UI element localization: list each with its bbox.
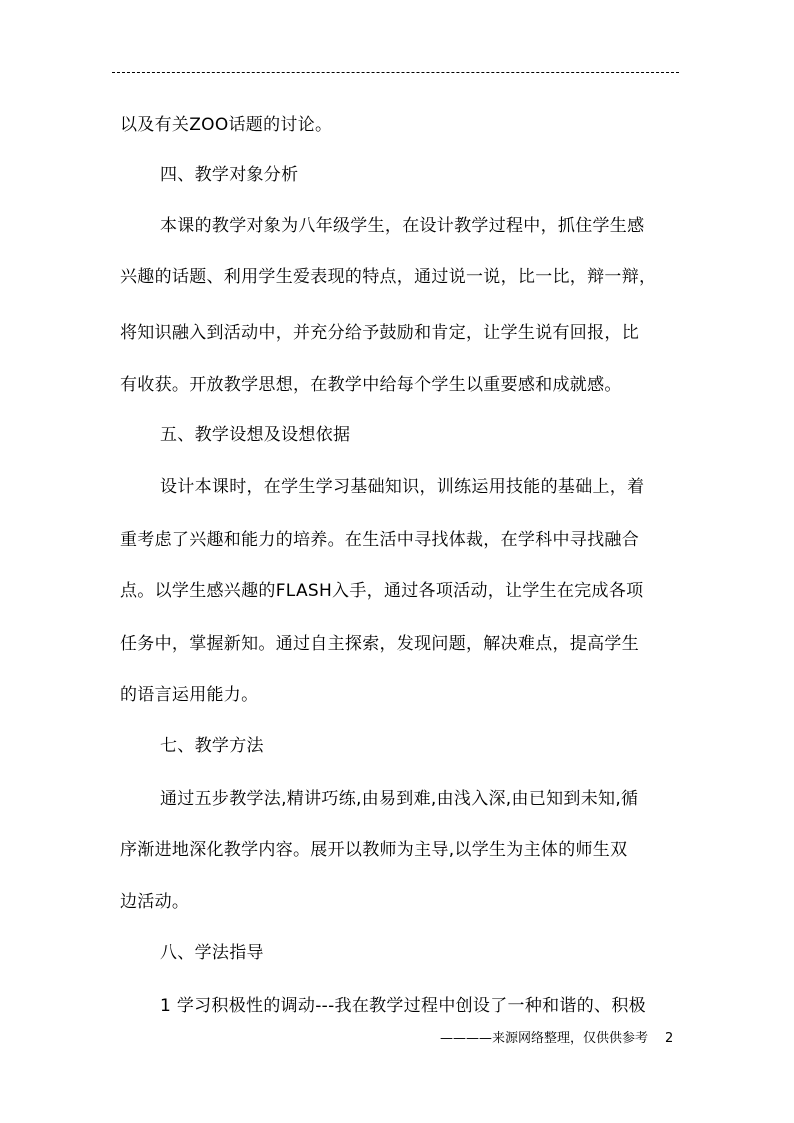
- section-heading-8: 八、学法指导: [160, 943, 264, 963]
- header-dashed-rule: [112, 72, 679, 73]
- body-line-5: 将知识融入到活动中，并充分给予鼓励和肯定，让学生说有回报，比: [120, 323, 639, 343]
- body-line-15: 序渐进地深化教学内容。展开以教师为主导,以学生为主体的师生双: [120, 840, 628, 860]
- section-heading-5: 五、教学设想及设想依据: [160, 425, 351, 445]
- footer-source-note: ————来源网络整理，仅供供参考: [440, 1031, 649, 1046]
- body-line-4: 兴趣的话题、利用学生爱表现的特点，通过说一说，比一比，辩一辩，: [120, 267, 657, 287]
- body-line-9: 重考虑了兴趣和能力的培养。在生活中寻找体裁，在学科中寻找融合: [120, 530, 639, 550]
- body-line-6: 有收获。开放教学思想，在教学中给每个学生以重要感和成就感。: [120, 375, 622, 395]
- body-line-11: 任务中，掌握新知。通过自主探索，发现问题，解决难点，提高学生: [120, 634, 639, 654]
- body-line-18: 1 学习积极性的调动---我在教学过程中创设了一种和谐的、积极: [160, 996, 646, 1016]
- body-line-3: 本课的教学对象为八年级学生，在设计教学过程中，抓住学生感: [160, 216, 645, 236]
- body-line-12: 的语言运用能力。: [120, 685, 259, 705]
- body-line-8: 设计本课时，在学生学习基础知识，训练运用技能的基础上，着: [160, 477, 645, 497]
- body-line-16: 边活动。: [120, 892, 190, 912]
- body-line-10: 点。以学生感兴趣的FLASH入手，通过各项活动，让学生在完成各项: [120, 581, 644, 601]
- page-footer: [440, 1030, 680, 1048]
- body-line-1: 以及有关ZOO话题的讨论。: [120, 115, 333, 135]
- section-heading-7: 七、教学方法: [160, 736, 264, 756]
- body-line-14: 通过五步教学法,精讲巧练,由易到难,由浅入深,由已知到未知,循: [160, 789, 639, 809]
- page-number: 2: [665, 1031, 674, 1046]
- section-heading-4: 四、教学对象分析: [160, 165, 299, 185]
